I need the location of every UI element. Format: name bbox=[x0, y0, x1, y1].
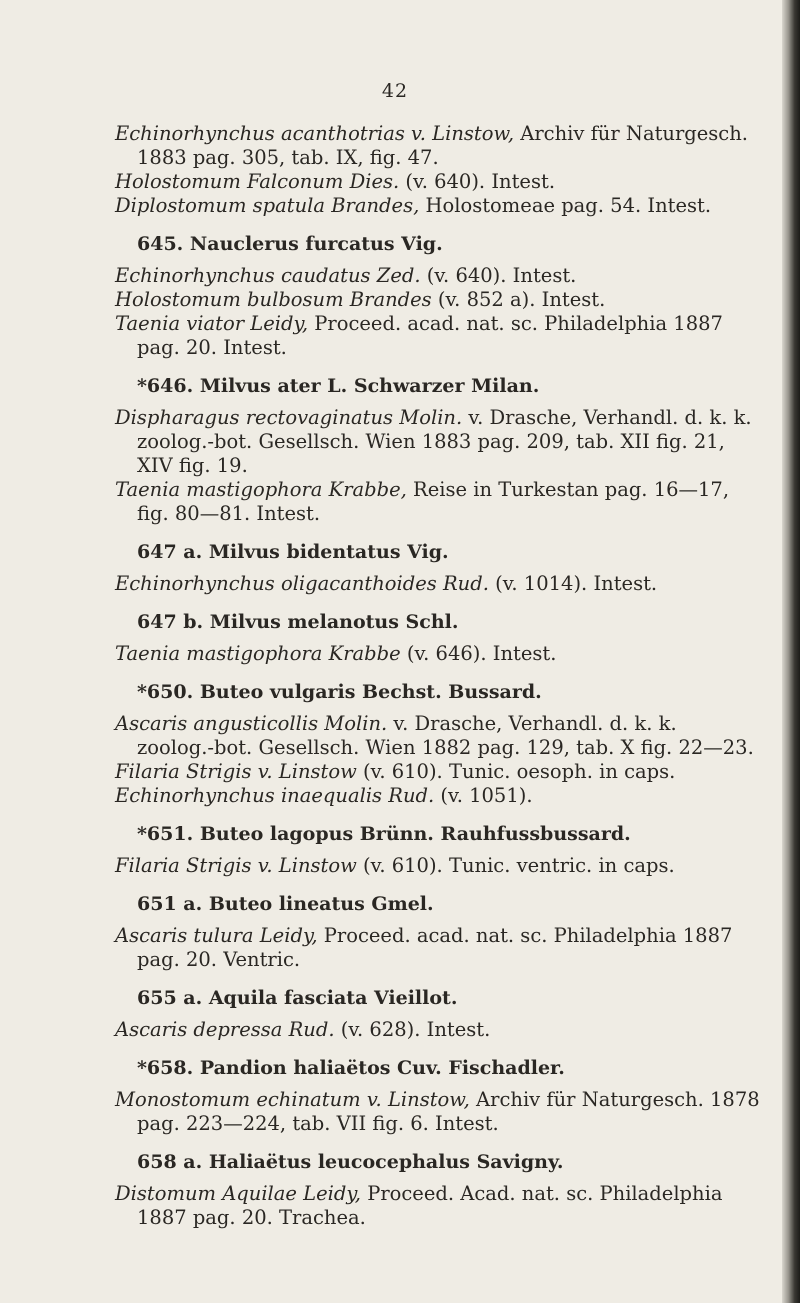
page-body bbox=[115, 122, 775, 1230]
host-heading: 658 a. Haliaëtus leucocephalus Savigny. bbox=[137, 1151, 564, 1173]
reference: Proceed. Acad. nat. sc. Philadelphia bbox=[361, 1182, 723, 1205]
entry-continuation: pag. 223—224, tab. VII fig. 6. Intest. bbox=[137, 1112, 499, 1135]
entry-continuation: XIV fig. 19. bbox=[137, 454, 248, 477]
species-name: Filaria Strigis v. Linstow bbox=[115, 760, 357, 783]
host-heading: *646. Milvus ater L. Schwarzer Milan. bbox=[137, 375, 540, 397]
species-name: Echinorhynchus inaequalis Rud. bbox=[115, 784, 435, 807]
reference: v. Drasche, Verhandl. d. k. k. bbox=[387, 712, 677, 735]
entry-line bbox=[115, 854, 775, 878]
species-name: Dispharagus rectovaginatus Molin. bbox=[115, 406, 463, 429]
entry-line bbox=[115, 288, 775, 312]
species-name: Echinorhynchus acanthotrias v. Linstow, bbox=[115, 122, 515, 145]
reference: Proceed. acad. nat. sc. Philadelphia 1887 bbox=[317, 924, 733, 947]
species-name: Echinorhynchus oligacanthoides Rud. bbox=[115, 572, 489, 595]
species-name: Ascaris angusticollis Molin. bbox=[115, 712, 388, 735]
reference: (v. 1014). Intest. bbox=[488, 572, 658, 595]
reference: (v. 852 a). Intest. bbox=[431, 288, 606, 311]
entry-line bbox=[115, 1088, 775, 1112]
page-number: 42 bbox=[381, 80, 409, 102]
host-heading: *650. Buteo vulgaris Bechst. Bussard. bbox=[137, 681, 542, 703]
reference: (v. 628). Intest. bbox=[334, 1018, 491, 1041]
entry-line bbox=[115, 784, 775, 808]
page-edge-shadow bbox=[782, 0, 800, 1303]
host-heading: 645. Nauclerus furcatus Vig. bbox=[137, 233, 443, 255]
reference: Holostomeae pag. 54. Intest. bbox=[419, 194, 712, 217]
host-heading: *651. Buteo lagopus Brünn. Rauhfussbussard. bbox=[137, 823, 631, 845]
entry-line bbox=[115, 122, 775, 146]
species-name: Taenia mastigophora Krabbe bbox=[115, 642, 401, 665]
entry-line bbox=[115, 170, 775, 194]
reference: Archiv für Naturgesch. bbox=[514, 122, 748, 145]
entry-line bbox=[115, 264, 775, 288]
entry-line bbox=[115, 924, 775, 948]
species-name: Holostomum bulbosum Brandes bbox=[115, 288, 432, 311]
species-name: Distomum Aquilae Leidy, bbox=[115, 1182, 361, 1205]
reference: Proceed. acad. nat. sc. Philadelphia 1887 bbox=[308, 312, 723, 335]
reference: Reise in Turkestan pag. 16—17, bbox=[406, 478, 730, 501]
species-name: Monostomum echinatum v. Linstow, bbox=[115, 1088, 470, 1111]
entry-line bbox=[115, 406, 775, 430]
entry-line bbox=[115, 712, 775, 736]
reference: (v. 610). Tunic. ventric. in caps. bbox=[356, 854, 675, 877]
entry-line bbox=[115, 642, 775, 666]
entry-continuation: pag. 20. Intest. bbox=[137, 336, 287, 359]
species-name: Taenia viator Leidy, bbox=[115, 312, 309, 335]
species-name: Ascaris tulura Leidy, bbox=[115, 924, 318, 947]
host-heading: *658. Pandion haliaëtos Cuv. Fischadler. bbox=[137, 1057, 565, 1079]
entry-line bbox=[115, 194, 775, 218]
entry-continuation: pag. 20. Ventric. bbox=[137, 948, 301, 971]
entry-continuation: 1887 pag. 20. Trachea. bbox=[137, 1206, 366, 1229]
reference: (v. 1051). bbox=[434, 784, 533, 807]
reference: (v. 640). Intest. bbox=[420, 264, 577, 287]
reference: (v. 610). Tunic. oesoph. in caps. bbox=[356, 760, 676, 783]
host-heading: 651 a. Buteo lineatus Gmel. bbox=[137, 893, 434, 915]
entry-continuation: zoolog.-bot. Gesellsch. Wien 1883 pag. 209, tab. XII fig. 21, bbox=[137, 430, 725, 453]
entry-line bbox=[115, 1018, 775, 1042]
entry-line bbox=[115, 478, 775, 502]
species-name: Taenia mastigophora Krabbe, bbox=[115, 478, 407, 501]
species-name: Diplostomum spatula Brandes, bbox=[115, 194, 420, 217]
entry-continuation: fig. 80—81. Intest. bbox=[137, 502, 321, 525]
entry-line bbox=[115, 760, 775, 784]
entry-continuation: zoolog.-bot. Gesellsch. Wien 1882 pag. 129, tab. X fig. 22—23. bbox=[137, 736, 754, 759]
reference: Archiv für Naturgesch. 1878 bbox=[469, 1088, 760, 1111]
entry-continuation: 1883 pag. 305, tab. IX, fig. 47. bbox=[137, 146, 439, 169]
entry-line bbox=[115, 312, 775, 336]
reference: (v. 646). Intest. bbox=[400, 642, 557, 665]
reference: (v. 640). Intest. bbox=[399, 170, 556, 193]
reference: v. Drasche, Verhandl. d. k. k. bbox=[462, 406, 752, 429]
entry-line bbox=[115, 1182, 775, 1206]
host-heading: 647 a. Milvus bidentatus Vig. bbox=[137, 541, 449, 563]
species-name: Echinorhynchus caudatus Zed. bbox=[115, 264, 421, 287]
species-name: Holostomum Falconum Dies. bbox=[115, 170, 400, 193]
host-heading: 647 b. Milvus melanotus Schl. bbox=[137, 611, 459, 633]
species-name: Filaria Strigis v. Linstow bbox=[115, 854, 357, 877]
host-heading: 655 a. Aquila fasciata Vieillot. bbox=[137, 987, 458, 1009]
species-name: Ascaris depressa Rud. bbox=[115, 1018, 335, 1041]
entry-line bbox=[115, 572, 775, 596]
